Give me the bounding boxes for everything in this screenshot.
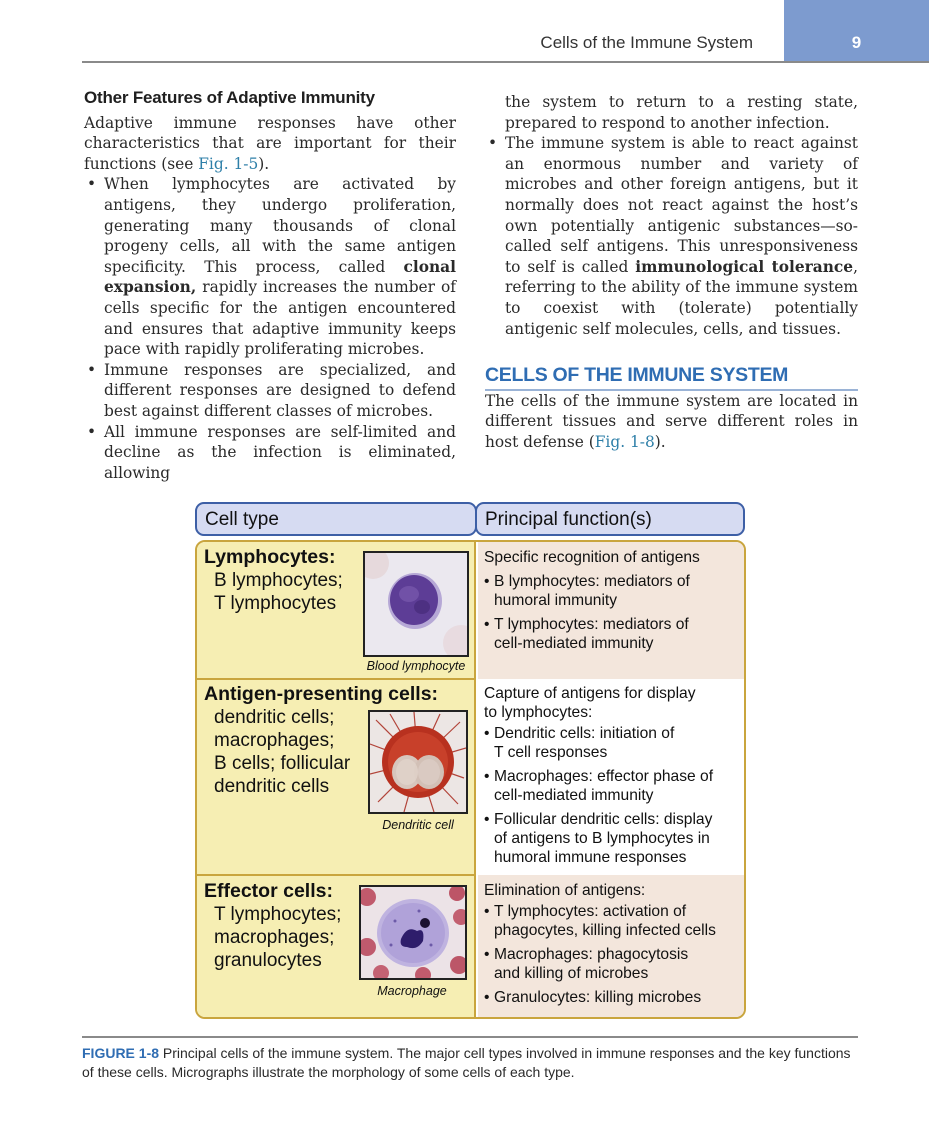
functions-lymphocytes — [484, 548, 746, 653]
bold-term: clonal expansion, — [104, 257, 456, 297]
cell-type-title: Antigen-presenting cells: — [204, 683, 439, 705]
bullet-line: Granulocytes: killing microbes — [494, 989, 702, 1006]
intro-paragraph — [84, 113, 456, 175]
header-rule — [82, 61, 929, 63]
features-list-cont — [485, 133, 858, 339]
cell-subtype: B lymphocytes; — [214, 570, 343, 591]
intro-text-a: Adaptive immune responses have other characteristics that are important for their functions (see — [84, 113, 456, 173]
bullet-line: T cell responses — [494, 744, 608, 761]
figure-caption-text: The major cell types involved in immune responses and the key functions of these cells. Micrographs illustrate the morphology of some cells of each type. — [82, 1045, 851, 1080]
cell-type-effector — [204, 880, 341, 972]
right-column — [485, 92, 858, 453]
running-title: Cells of the Immune System — [540, 33, 753, 52]
list-item-continuation: the system to return to a resting state, prepared to respond to another infection. — [505, 93, 858, 132]
function-bullet: • T lymphocytes: activation of phagocytes, killing infected cells — [484, 902, 746, 940]
bullet-line: humoral immunity — [494, 592, 618, 609]
functions-effector — [484, 881, 746, 1007]
bullet-text: rapidly increases the number of cells specific for the antigen encountered and ensures that adaptive immunity keeps pace with rapidly proliferating microbes. — [104, 278, 456, 359]
page-number-box — [784, 0, 929, 62]
micrograph-caption: Macrophage — [377, 984, 447, 998]
function-bullet: • B lymphocytes: mediators of humoral immunity — [484, 572, 746, 610]
cell-subtype: granulocytes — [214, 950, 322, 971]
bullet-line: T lymphocytes: mediators of — [494, 616, 689, 633]
bullet-line: and killing of microbes — [494, 965, 649, 982]
bullet-line: Macrophages: effector phase of — [494, 768, 714, 785]
function-bullet: • Follicular dendritic cells: display of antigens to B lymphocytes in humoral immune responses — [484, 810, 746, 867]
lymphocyte-micrograph — [363, 551, 469, 657]
bullet-text: , referring to the ability of the immune system to coexist with (tolerate) potentially antigenic self molecules, cells, and tissues. — [505, 257, 858, 338]
function-bullet: • Macrophages: effector phase of cell-mediated immunity — [484, 767, 746, 805]
bullet-line: B lymphocytes: mediators of — [494, 573, 690, 590]
bullet-line: humoral immune responses — [494, 849, 687, 866]
subheading: Other Features of Adaptive Immunity — [84, 88, 375, 107]
caption-rule — [82, 1036, 858, 1038]
function-bullet: • Dendritic cells: initiation of T cell responses — [484, 724, 746, 762]
function-heading: to lymphocytes: — [484, 704, 593, 721]
list-item: • Immune responses are specialized, and different responses are designed to defend best against different classes of microbes. — [84, 360, 456, 422]
figure-label: FIGURE 1-8 — [82, 1045, 160, 1061]
features-list — [84, 174, 456, 483]
function-heading: Capture of antigens for display — [484, 685, 696, 702]
function-heading: Elimination of antigens: — [484, 882, 646, 899]
cell-subtype: dendritic cells — [214, 776, 330, 797]
function-bullet: • Macrophages: phagocytosis and killing of microbes — [484, 945, 746, 983]
micrograph-caption: Dendritic cell — [382, 818, 454, 832]
bullet-line: phagocytes, killing infected cells — [494, 922, 716, 939]
left-column — [84, 88, 456, 483]
row-divider — [197, 678, 476, 680]
figure-1-8 — [195, 502, 746, 1019]
bullet-line: cell-mediated immunity — [494, 787, 654, 804]
section-text-b: ). — [654, 432, 666, 451]
intro-text-b: ). — [258, 154, 270, 173]
dendritic-cell-image — [370, 712, 466, 812]
col-header-principal-functions: Principal function(s) — [475, 502, 745, 536]
function-bullet: • Granulocytes: killing microbes — [484, 988, 746, 1007]
cell-subtype: dendritic cells; — [214, 707, 335, 728]
bold-term: immunological tolerance — [635, 257, 854, 276]
fig-1-5-link[interactable]: Fig. 1-5 — [198, 154, 259, 173]
bullet-text: The immune system is able to react against an enormous number and variety of microbes and other foreign antigens, but it normally does not react against the host’s own potentially antigenic substances—so-called self antigens. This unresponsiveness to self is called — [505, 134, 858, 276]
bullet-line: Dendritic cells: initiation of — [494, 725, 675, 742]
macrophage-image — [361, 887, 465, 978]
cell-subtype: T lymphocytes — [214, 593, 337, 614]
fig-1-8-link[interactable]: Fig. 1-8 — [594, 432, 655, 451]
bullet-line: of antigens to B lymphocytes in — [494, 830, 710, 847]
section-paragraph — [485, 391, 858, 453]
running-header — [0, 0, 929, 64]
function-bullet: • T lymphocytes: mediators of cell-mediated immunity — [484, 615, 746, 653]
figure-title: Principal cells of the immune system. — [162, 1045, 394, 1061]
cell-subtype: B cells; follicular — [214, 753, 351, 774]
dendritic-cell-micrograph — [368, 710, 468, 814]
list-item — [485, 133, 858, 339]
list-item — [84, 174, 456, 359]
list-item: • All immune responses are self-limited and decline as the infection is eliminated, allowing — [84, 422, 456, 484]
cell-type-title: Effector cells: — [204, 880, 333, 902]
bullet-text: When lymphocytes are activated by antigens, they undergo proliferation, generating many thousands of clonal progeny cells, all with the same antigen specificity. This process, called — [104, 175, 456, 276]
figure-caption — [82, 1044, 862, 1082]
cell-type-lymphocytes — [204, 546, 343, 615]
col-header-cell-type: Cell type — [195, 502, 477, 536]
functions-apcs — [484, 684, 746, 867]
macrophage-micrograph — [359, 885, 467, 980]
cell-subtype: macrophages; — [214, 730, 335, 751]
lymphocyte-image — [365, 553, 467, 655]
bullet-line: Macrophages: phagocytosis — [494, 946, 689, 963]
section-text-a: The cells of the immune system are located in different tissues and serve different roles in host defense ( — [485, 391, 858, 451]
page-number: 9 — [851, 33, 862, 52]
row-divider — [197, 874, 476, 876]
bullet-line: Follicular dendritic cells: display — [494, 811, 713, 828]
function-heading: Specific recognition of antigens — [484, 549, 700, 566]
cell-subtype: macrophages; — [214, 927, 335, 948]
micrograph-caption: Blood lymphocyte — [366, 659, 466, 673]
bullet-line: T lymphocytes: activation of — [494, 903, 687, 920]
cell-subtype: T lymphocytes; — [214, 904, 342, 925]
figure-table — [195, 540, 746, 1019]
cell-type-title: Lymphocytes: — [204, 546, 336, 568]
bullet-line: cell-mediated immunity — [494, 635, 654, 652]
section-heading: CELLS OF THE IMMUNE SYSTEM — [485, 365, 858, 391]
